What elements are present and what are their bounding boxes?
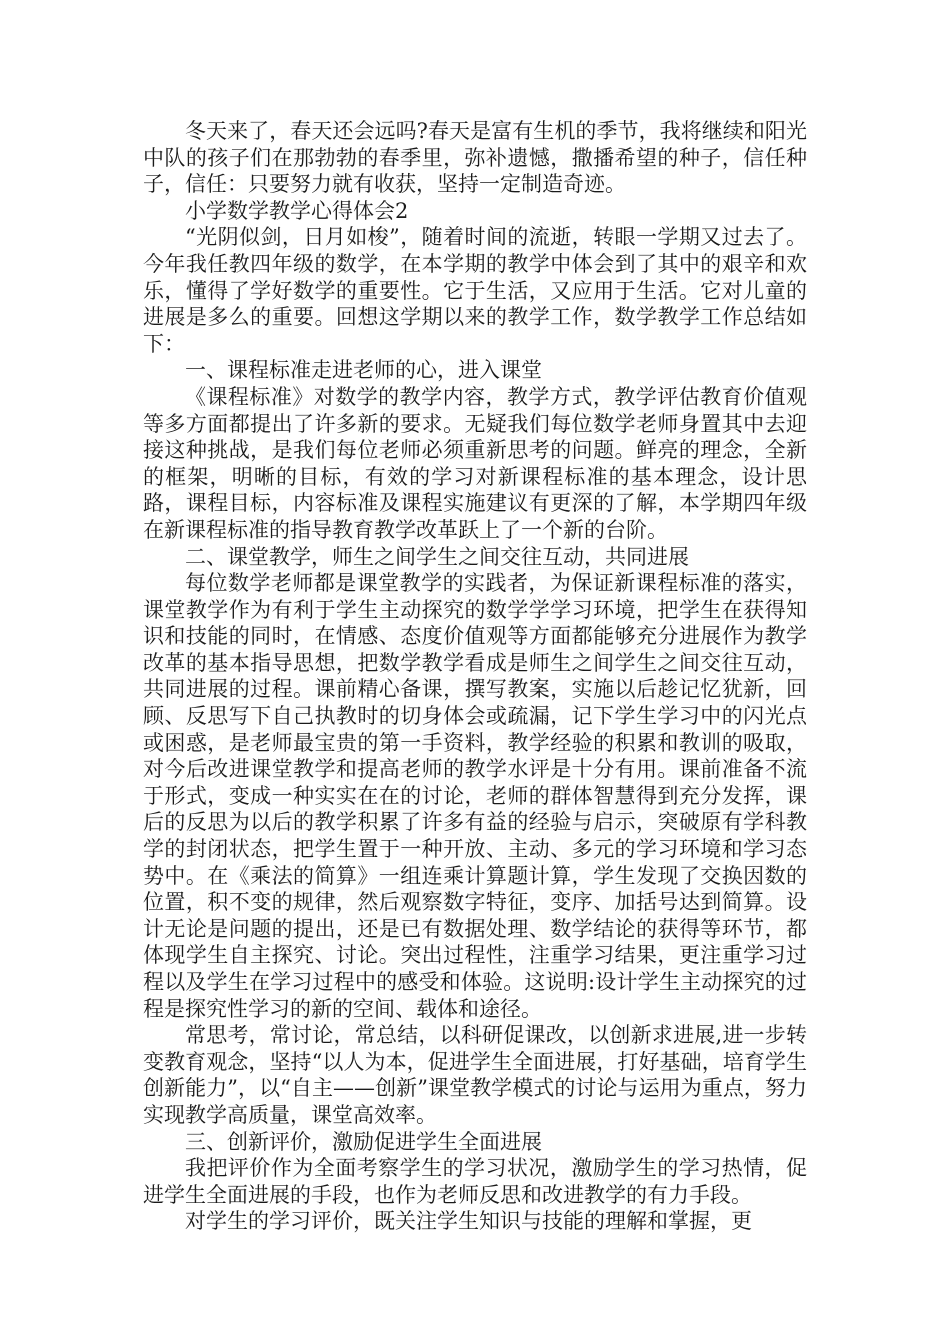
heading-section-2: 二、课堂教学，师生之间学生之间交往互动，共同进展 [185,544,689,569]
paragraph-section-2: 每位数学老师都是课堂教学的实践者，为保证新课程标准的落实，课堂教学作为有利于学生主动探究的数学学学习环境，把学生在获得知识和技能的同时，在情感、态度价值观等方面都能够充分进展作为教学改革的基本指导思想，把数学教学看成是师生之间学生之间交往互动，共同进展的过程。课前精心备课，撰写教案，实施以后趁记忆犹新，回顾、反思写下自己执教时的切身体会或疏漏，记下学生学习中的闪光点或困惑，是老师最宝贵的第一手资料，教学经验的积累和教训的吸取，对今后改进课堂教学和提高老师的教学水评是十分有用。课前准备不流于形式，变成一种实实在在的讨论，老师的群体智慧得到充分发挥，课后的反思为以后的教学积累了许多有益的经验与启示，突破原有学科教学的封闭状态，把学生置于一种开放、主动、多元的学习环境和学习态势中。在《乘法的简算》一组连乘计算题计算，学生发现了交换因数的位置，积不变的规律，然后观察数字特征，变序、加括号达到简算。设计无论是问题的提出，还是已有数据处理、数学结论的获得等环节，都体现学生自主探究、讨论。突出过程性，注重学习结果，更注重学习过程以及学生在学习过程中的感受和体验。这说明:设计学生主动探究的过程是探究性学习的新的空间、载体和途径。 [143,571,807,1021]
section-title: 小学数学教学心得体会2 [185,198,409,223]
paragraph-section-3: 我把评价作为全面考察学生的学习状况，激励学生的学习热情，促进学生全面进展的手段，也作为老师反思和改进教学的有力手段。 [143,1156,807,1207]
paragraph-opening: “光阴似剑，日月如梭”，随着时间的流逝，转眼一学期又过去了。今年我任教四年级的数学，在本学期的教学中体会到了其中的艰辛和欢乐，懂得了学好数学的重要性。它于生活，又应用于生活。它对儿童的进展是多么的重要。回想这学期以来的教学工作，数学教学工作总结如下： [143,225,807,356]
paragraph-section-3b: 对学生的学习评价，既关注学生知识与技能的理解和掌握，更 [185,1209,752,1234]
paragraph-section-2b: 常思考，常讨论，常总结，以科研促课改，以创新求进展,进一步转变教育观念，坚持“以人为本，促进学生全面进展，打好基础，培育学生创新能力”，以“自主——创新”课堂教学模式的讨论与运用为重点，努力实现教学高质量，课堂高效率。 [143,1023,807,1127]
heading-section-1: 一、课程标准走进老师的心，进入课堂 [185,358,542,383]
document-page [143,118,807,1235]
paragraph-intro: 冬天来了，春天还会远吗?春天是富有生机的季节，我将继续和阳光中队的孩子们在那勃勃的春季里，弥补遗憾，撒播希望的种子，信任种子，信任：只要努力就有收获，坚持一定制造奇迹。 [143,119,807,197]
heading-section-3: 三、创新评价，激励促进学生全面进展 [185,1129,542,1154]
paragraph-section-1: 《课程标准》对数学的教学内容，教学方式，教学评估教育价值观等多方面都提出了许多新的要求。无疑我们每位数学老师身置其中去迎接这种挑战，是我们每位老师必须重新思考的问题。鲜亮的理念，全新的框架，明晰的目标，有效的学习对新课程标准的基本理念，设计思路，课程目标，内容标准及课程实施建议有更深的了解，本学期四年级在新课程标准的指导教育教学改革跃上了一个新的台阶。 [143,384,807,542]
